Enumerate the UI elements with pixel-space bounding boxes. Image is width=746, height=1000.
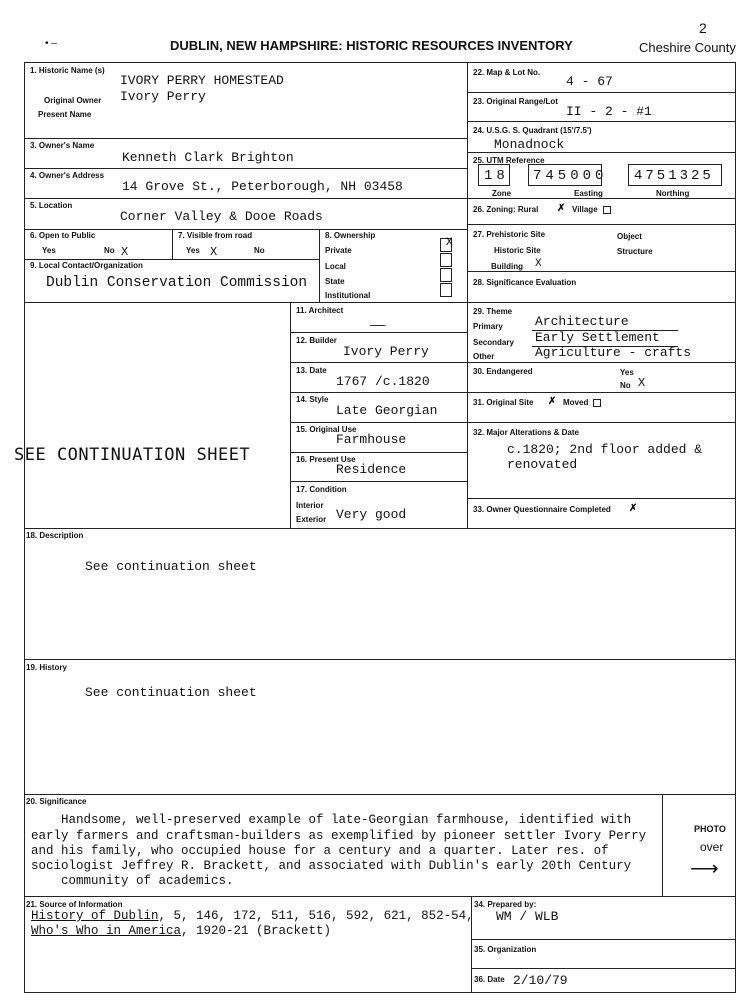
rule [467,92,735,93]
original-site-mark: ✗ [548,396,557,407]
history-label: 19. History [26,663,67,672]
rule [24,302,467,303]
source-line-1 [31,909,474,923]
utm-zone: 18 [484,168,509,184]
builder: Ivory Perry [343,344,429,359]
frame-left [24,62,25,992]
utm-easting: 745000 [533,168,608,184]
open-no: No [104,246,115,255]
build-date: 1767 /c.1820 [336,374,430,389]
visible-mark: X [210,245,218,259]
ownership-institutional: Institutional [325,291,371,300]
style-label: 14. Style [296,395,329,404]
secondary-label: Secondary [473,338,514,347]
source-label: 21. Source of Information [26,900,123,909]
survey-date: 2/10/79 [513,973,568,988]
present-name-label: Present Name [38,110,92,119]
visible-no: No [254,246,265,255]
structure-label: Structure [617,247,653,256]
source-pages-1: , 5, 146, 172, 511, 516, 592, 621, 852-54, [158,909,474,923]
frame-bottom [24,992,736,993]
prepared-by: WM / WLB [496,909,559,924]
rule [471,939,735,940]
rule [467,271,735,272]
source-line-2 [31,924,331,938]
description: See continuation sheet [85,559,257,574]
original-owner-label: Original Owner [44,96,102,105]
rule [290,392,467,393]
other-label: Other [473,352,495,361]
rule [467,422,735,423]
easting-label: Easting [574,189,603,198]
rule [24,259,319,260]
rule [290,481,467,482]
range-lot: II - 2 - #1 [566,104,652,119]
location-label: 5. Location [30,201,73,210]
description-label: 18. Description [26,531,84,540]
zone-label: Zone [492,189,512,198]
rule [24,229,467,230]
rule [24,659,736,660]
builder-label: 12. Builder [296,336,337,345]
condition-label: 17. Condition [296,485,347,494]
original-use-label: 15. Original Use [296,425,357,434]
map-lot: 4 - 67 [566,74,613,89]
significance-line-5: community of academics. [61,874,234,888]
alterations-line1: c.1820; 2nd floor added & [507,442,703,457]
rule [471,968,735,969]
open-mark: X [121,245,129,259]
survey-date-label: 36. Date [474,975,505,984]
village-label: Village [572,205,598,214]
owner-address-label: 4. Owner's Address [30,171,105,180]
rule [467,121,735,122]
endangered-no: No [620,381,631,390]
rule [467,198,735,199]
ownership-box-institutional[interactable] [440,283,452,297]
rule [467,152,735,153]
arrow-right-icon: ⟶ [690,858,719,880]
interior-label: Interior [296,501,324,510]
utm-boxes [478,164,728,186]
theme-label: 29. Theme [473,307,513,316]
rule [467,224,735,225]
page-number: 2 [699,20,707,36]
prehistoric-label: 27. Prehistoric Site [473,230,546,239]
rule [24,168,467,169]
significance-line-2: early farmers and craftsman-builders as exemplified by pioneer settler Ivory Perry [31,829,647,843]
prepared-label: 34. Prepared by: [474,900,537,909]
zoning-mark: ✗ [557,203,566,214]
visible-yes: Yes [186,246,200,255]
original-use: Farmhouse [336,432,407,447]
photo-over: over [700,840,724,854]
rule [290,452,467,453]
historic-name-label: 1. Historic Name (s) [30,66,105,75]
six-seven-divider [172,229,173,259]
theme-secondary: Early Settlement [535,330,660,345]
significance-line-4: sociologist Jeffrey R. Brackett, and associated with Dublin's early 20th Century [31,859,632,873]
questionnaire-mark: ✗ [629,503,638,514]
rule [24,896,736,897]
northing-label: Northing [656,189,690,198]
ownership-divider [319,229,320,302]
ownership-local: Local [325,262,346,271]
significance-line-1: Handsome, well-preserved example of late-Georgian farmhouse, identified with [61,813,632,827]
object-label: Object [617,232,642,241]
rule [24,198,467,199]
historic-site-label: Historic Site [494,246,541,255]
source-pages-2: , 1920-21 (Brackett) [181,924,332,938]
architect: —— [370,318,386,333]
column-divider [467,62,468,528]
rule [24,528,736,529]
source-title-1: History of Dublin [31,909,159,923]
range-lot-label: 23. Original Range/Lot [473,97,558,106]
ownership-box-local[interactable] [440,253,452,267]
theme-primary: Architecture [535,314,629,329]
location: Corner Valley & Dooe Roads [120,209,323,224]
theme-other: Agriculture - crafts [535,345,692,360]
rule [290,362,467,363]
frame-top [24,62,736,63]
owner-name-label: 3. Owner's Name [30,141,95,150]
rule [467,362,735,363]
rule [24,794,736,795]
endangered-label: 30. Endangered [473,367,533,376]
organization-label: 35. Organization [474,945,537,954]
present-use-label: 16. Present Use [296,455,356,464]
county: Cheshire County [639,40,736,55]
significance-label: 20. Significance [26,797,87,806]
significance-eval-label: 28. Significance Evaluation [473,278,577,287]
utm-label: 25. UTM Reference [473,156,545,165]
quadrant: Monadnock [494,137,565,152]
scan-mark-icon: • – [45,38,57,49]
form-title: DUBLIN, NEW HAMPSHIRE: HISTORIC RESOURCES INVENTORY [170,38,573,53]
original-owner: Ivory Perry [120,89,206,104]
historic-name: IVORY PERRY HOMESTEAD [120,73,284,88]
primary-label: Primary [473,322,503,331]
middle-divider [290,302,291,528]
history: See continuation sheet [85,685,257,700]
photo-label: PHOTO [694,824,726,834]
continuation-stamp: SEE CONTINUATION SHEET [14,445,251,465]
rule [24,138,467,139]
rule [467,302,735,303]
alterations-line2: renovated [507,457,578,472]
building-mark: X [535,258,542,270]
open-public-label: 6. Open to Public [30,231,96,240]
utm-northing: 4751325 [634,168,714,184]
exterior-label: Exterior [296,515,327,524]
ownership-mark: X [446,237,453,249]
endangered-yes: Yes [620,368,634,377]
rule [290,422,467,423]
moved-box[interactable] [593,399,601,407]
zoning-label: 26. Zoning: Rural [473,205,539,214]
rule [467,498,735,499]
moved-label: Moved [563,398,589,407]
quadrant-label: 24. U.S.G. S. Quadrant (15'/7.5') [473,126,592,135]
photo-divider [662,794,663,896]
rule [467,392,735,393]
condition: Very good [336,507,407,522]
questionnaire-label: 33. Owner Questionnaire Completed [473,505,611,514]
ownership-private: Private [325,246,352,255]
frame-right [735,62,736,992]
present-use: Residence [336,462,407,477]
building-label: Building [491,262,523,271]
date-label: 13. Date [296,366,327,375]
local-contact: Dublin Conservation Commission [46,275,308,291]
source-title-2: Who's Who in America [31,924,182,938]
alterations-label: 32. Major Alterations & Date [473,428,579,437]
architect-label: 11. Architect [296,306,344,315]
ownership-state: State [325,277,345,286]
style: Late Georgian [336,403,438,418]
ownership-label: 8. Ownership [325,231,376,240]
map-lot-label: 22. Map & Lot No. [473,68,541,77]
owner-name: Kenneth Clark Brighton [122,150,294,165]
ownership-box-state[interactable] [440,268,452,282]
original-site-label: 31. Original Site [473,398,534,407]
visible-road-label: 7. Visible from road [178,231,253,240]
open-yes: Yes [42,246,56,255]
owner-address: 14 Grove St., Peterborough, NH 03458 [122,179,403,194]
local-contact-label: 9. Local Contact/Organization [30,261,143,270]
village-box[interactable] [603,206,611,214]
endangered-mark: X [638,376,646,390]
significance-line-3: and his family, who occupied house for a century and a quarter. Later res. of [31,844,609,858]
